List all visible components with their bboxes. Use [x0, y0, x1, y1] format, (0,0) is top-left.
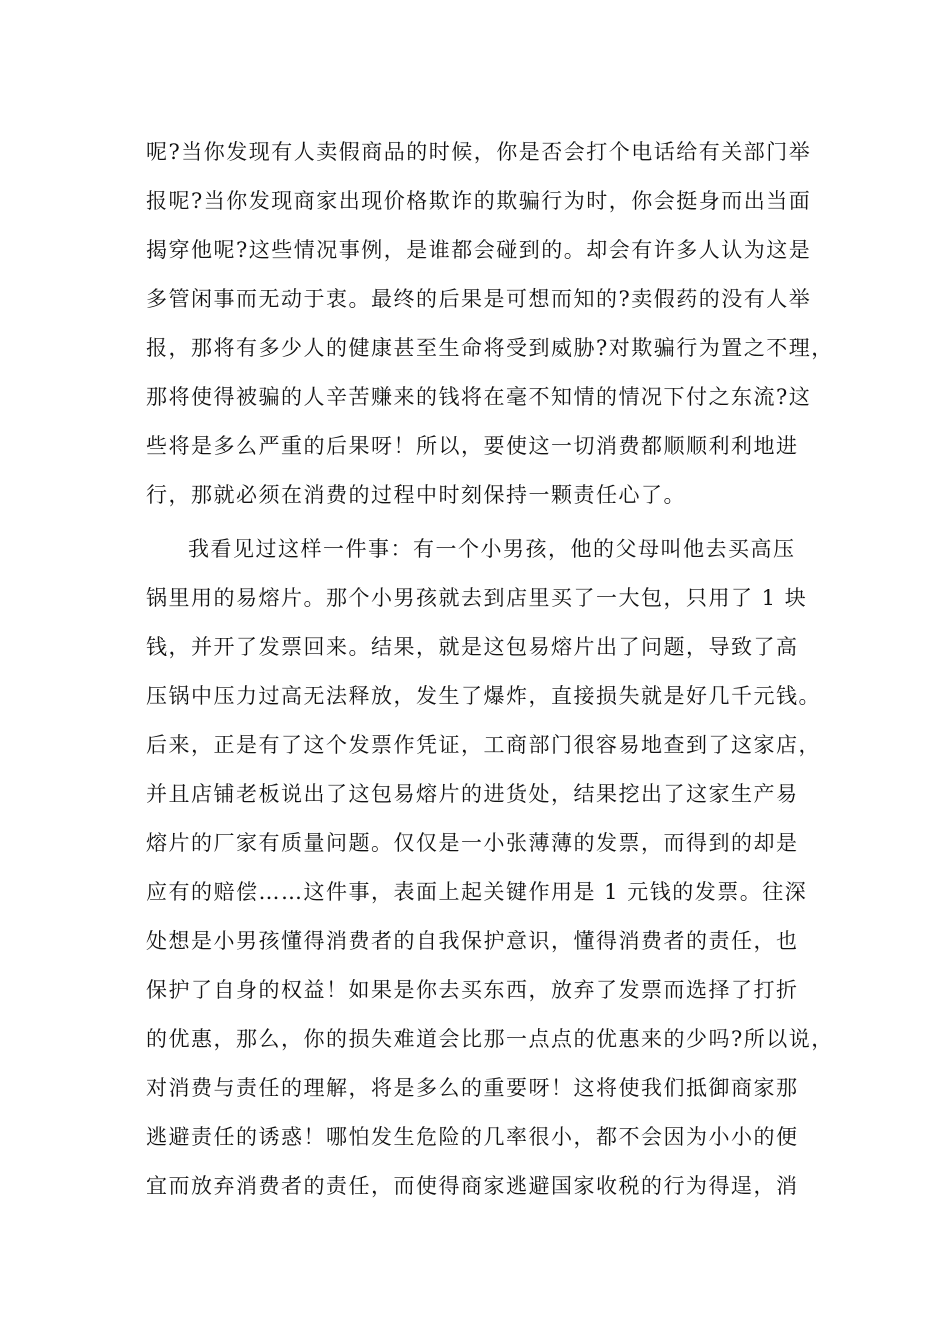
- paragraph-2-line: 锅里用的易熔片。那个小男孩就去到店里买了一大包，只用了 1 块: [146, 586, 808, 610]
- paragraph-1-line: 报，那将有多少人的健康甚至生命将受到威胁?对欺骗行为置之不理，: [146, 336, 834, 360]
- paragraph-1-line: 多管闲事而无动于衷。最终的后果是可想而知的?卖假药的没有人举: [146, 287, 812, 311]
- paragraph-2-line: 逃避责任的诱惑！哪怕发生危险的几率很小，都不会因为小小的便: [146, 1125, 799, 1149]
- paragraph-2-line: 并且店铺老板说出了这包易熔片的进货处，结果挖出了这家生产易: [146, 782, 799, 806]
- paragraph-2-line: 宜而放弃消费者的责任，而使得商家逃避国家收税的行为得逞，消: [146, 1174, 799, 1198]
- paragraph-2-line: 处想是小男孩懂得消费者的自我保护意识，懂得消费者的责任，也: [146, 929, 799, 953]
- paragraph-2-line: 保护了自身的权益！如果是你去买东西，放弃了发票而选择了打折: [146, 978, 799, 1002]
- paragraph-1-line: 揭穿他呢?这些情况事例，是谁都会碰到的。却会有许多人认为这是: [146, 238, 812, 262]
- paragraph-2-line: 后来，正是有了这个发票作凭证，工商部门很容易地查到了这家店，: [146, 733, 821, 757]
- paragraph-2-line: 对消费与责任的理解，将是多么的重要呀！这将使我们抵御商家那: [146, 1076, 799, 1100]
- paragraph-2-line: 的优惠，那么，你的损失难道会比那一点点的优惠来的少吗?所以说，: [146, 1027, 834, 1051]
- paragraph-2-line: 应有的赔偿……这件事，表面上起关键作用是 1 元钱的发票。往深: [146, 880, 808, 904]
- paragraph-2-line: 压锅中压力过高无法释放，发生了爆炸，直接损失就是好几千元钱。: [146, 684, 821, 708]
- paragraph-2-line: 钱，并开了发票回来。结果，就是这包易熔片出了问题，导致了高: [146, 635, 799, 659]
- paragraph-1-line: 呢?当你发现有人卖假商品的时候，你是否会打个电话给有关部门举: [146, 140, 812, 164]
- paragraph-1-line: 报呢?当你发现商家出现价格欺诈的欺骗行为时，你会挺身而出当面: [146, 189, 812, 213]
- paragraph-1-line: 那将使得被骗的人辛苦赚来的钱将在毫不知情的情况下付之东流?这: [146, 385, 812, 409]
- paragraph-1-line: 行，那就必须在消费的过程中时刻保持一颗责任心了。: [146, 483, 686, 507]
- paragraph-2-first-line: 我看见过这样一件事：有一个小男孩，他的父母叫他去买高压: [188, 537, 796, 561]
- paragraph-1-line: 些将是多么严重的后果呀！所以，要使这一切消费都顺顺利利地进: [146, 434, 799, 458]
- paragraph-2-line: 熔片的厂家有质量问题。仅仅是一小张薄薄的发票，而得到的却是: [146, 831, 799, 855]
